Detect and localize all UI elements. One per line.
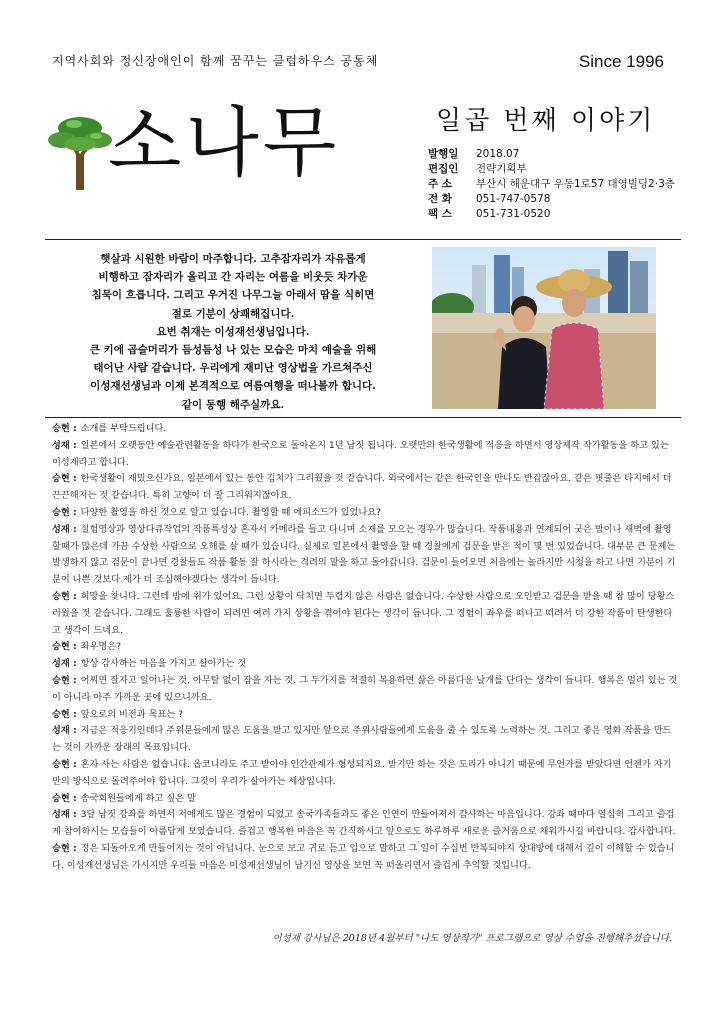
intro-line: 비행하고 잠자리가 올리고 간 자리는 여름을 비웃듯 차가운 (98, 271, 368, 284)
intro-line: 태어난 사람 같습니다. 우리에게 재미난 영상법을 가르쳐주신 (93, 362, 373, 375)
intro-line: 햇살과 시원한 바람이 마주합니다. 고추잠자리가 자유롭게 (100, 253, 366, 265)
intro-line: 같이 동행 해주실까요. (181, 398, 285, 411)
pub-value: 부산시 해운대구 우동1로57 대영빌딩2·3층 (476, 178, 675, 190)
pub-key: 전 화 (428, 193, 452, 205)
intro-line: 요번 취재는 이성재선생님입니다. (156, 325, 310, 338)
pub-key: 발행일 (428, 148, 459, 160)
interview-turn (52, 707, 680, 724)
speaker: 승현 : (52, 842, 77, 854)
speaker: 성재 : (52, 439, 77, 451)
interview-turn (52, 421, 680, 438)
intro-text (48, 250, 418, 414)
pub-value: 2018.07 (476, 148, 520, 160)
utterance: 지금은 적응기인데다 주위분들에게 많은 도움을 받고 있지만 앞으로 주위사람들에게 도움을 줄 수 있도록 노력하는 것. 그리고 좋은 영화 작품을 만드는 것이 가까운 장래의 목표입니다. (52, 725, 672, 754)
pub-row (428, 177, 675, 192)
pub-value: 전략기획부 (476, 163, 527, 175)
intro-line: 이성재선생님과 이제 본격적으로 여름여행을 떠나볼까 합니다. (90, 380, 376, 393)
utterance: 희망을 찾니다. 그런데 밤에 취가 있어요. 그런 상황이 닥치면 두렵지 않은 사람은 없습니다. 수상한 사람으로 오인받고 검문을 받을 때 참 많이 당황스러웠을 것 같습니다. 그래도 훌륭한 사람이 되려면 여러 가지 상황을 겪어야 된다는 생각이 듭니다. 그 경험이 좌우를 떠나고 떠려서 더 강한 작품이 탄생한다고 생각이 드네요. (52, 590, 675, 636)
pub-value: 051-747-0578 (476, 193, 551, 205)
footnote: 이성재 강사님은 2018년 4월부터 "나도 영상작가" 프로그램으로 영상 수업을 진행해주셨습니다. (272, 933, 672, 944)
speaker: 승현 : (52, 423, 77, 434)
speaker: 승현 : (52, 674, 77, 686)
newsletter-logo-title: 소나무 (108, 98, 341, 187)
interview-turn (52, 639, 680, 656)
speaker: 승현 : (52, 792, 77, 804)
speaker: 성재 : (52, 809, 77, 821)
interview-photo (432, 247, 656, 409)
utterance: 3달 남짓 강좌를 하면서 저에게도 많은 경험이 되었고 송국가족들과도 좋은 인연이 만들어져서 감사하는 마음입니다. 강좌 때마다 열심히 그리고 즐겁게 참여하시는 모습들이 아름답게 보였습니다. 즐겁고 행복한 마음은 꼭 간직하시고 앞으로도 하루하루 새로운 즐거움으로 채워가시길 바랍니다. 감사합니다. (52, 809, 676, 838)
speaker: 성재 : (52, 725, 77, 737)
interview-turn (52, 656, 680, 673)
pub-key: 주 소 (428, 178, 452, 190)
interview-turn (52, 589, 680, 639)
utterance: 좌우명은? (80, 641, 122, 653)
speaker: 승현 : (52, 590, 77, 602)
pub-row (428, 162, 675, 177)
interview-turn (52, 723, 680, 757)
intro-line: 큰 키에 곱슬머리가 듬성듬성 나 있는 모습은 마치 예술을 위해 (89, 344, 377, 357)
speaker: 승현 : (52, 708, 77, 720)
interview-turn (52, 438, 680, 472)
speaker: 성재 : (52, 658, 77, 670)
pub-key: 팩 스 (428, 208, 452, 220)
interview-turn (52, 471, 680, 505)
interview-turn (52, 841, 680, 875)
divider-top (45, 239, 681, 240)
utterance: 항상 감사하는 마음을 가지고 살아가는 것 (80, 658, 247, 670)
utterance: 일본에서 오랫동안 예술관련활동을 하다가 한국으로 돌아온지 1년 남짓 됩니다. 오랫만의 한국생활에 적응을 하면서 영상제작 작가활동을 하고 있는 이성재라고 합니다. (52, 439, 669, 468)
speaker: 승현 : (52, 506, 77, 518)
utterance: 한국생활이 재밌으신가요. 일본에서 있는 동안 김치가 그리웠을 것 같습니다. 외국에서는 같은 한국인을 만나도 반갑잖아요. 같은 핏줄은 타지에서 더 끈끈해지는 것 같습니다. 특히 고향이 더 잘 그리워지잖아요. (52, 473, 672, 502)
interview-turn (52, 505, 680, 522)
utterance: 혼자 사는 사람은 없습니다. 옵코니라도 주고 받아야 인간관계가 형성되지요. 받기만 하는 것은 도리가 아니기 때문에 무언가를 받았다면 언젠가 자기만의 방식으로 돌려주어야 합니다. 그것이 우리가 살아가는 세상입니다. (52, 758, 672, 787)
utterance: 송국회원들에게 하고 싶은 말 (80, 792, 196, 804)
speaker: 승현 : (52, 473, 77, 485)
intro-line: 침묵이 흐릅니다. 그리고 우거진 나무그늘 아래서 땀을 식히면 (91, 289, 375, 302)
utterance: 정은 되돌아오게 만들어지는 것이 아닙니다. 눈으로 보고 귀로 듣고 입으로 말하고 그 일이 수십번 반복되야지 상대방에 대해서 깊이 이해할 수 있습니다. 이성재선생님은 가시지만 우리들 마음은 이성재선생님이 남기신 영상을 보면 꼭 떠올리면서 즐겁게 추억할 것입니다. (52, 842, 675, 871)
utterance: 다양한 촬영을 하신 것으로 알고 있습니다. 촬영할 때 에피소드가 있었나요? (80, 506, 381, 518)
since-label: Since 1996 (578, 52, 664, 71)
pub-value: 051-731-0520 (476, 208, 551, 220)
speaker: 성재 : (52, 523, 77, 535)
utterance: 소개를 부탁드립니다. (80, 423, 167, 434)
issue-title: 일곱 번째 이야기 (436, 106, 656, 136)
interview-turn (52, 757, 680, 791)
speaker: 승현 : (52, 641, 77, 653)
interview-turn (52, 673, 680, 707)
pine-tree-logo (48, 110, 112, 190)
intro-line: 절로 기분이 상쾌해집니다. (171, 307, 295, 320)
pub-key: 편집인 (428, 163, 459, 175)
interview-turn (52, 791, 680, 808)
pub-row (428, 207, 675, 222)
interview-body (52, 421, 680, 875)
pub-row (428, 192, 675, 207)
utterance: 실험영상과 영상다큐작업의 작품특성상 혼자서 카메라를 들고 다니며 소재를 모으는 경우가 많습니다. 작품내용과 연계되어 굿은 밤이나 새벽에 촬영할때가 많은데 가끔 수상한 사람으로 오해를 살 때가 있습니다. 실제로 일본에서 촬영을 할 때 경찰에게 검문을 받은 적이 몇 번 있었습니다. 대부분 큰 문제는 발생하지 않고 검문이 끝나면 경찰들도 작품 활동 잘 하시라는 격려의 말을 하고 돌아갑니다. 검문이 들어오면 처음에는 놀라지만 시청을 하고 나면 기분이 기분이 나쁜 것보다 제가 더 조심해야겠다는 생각이 듭니다. (52, 523, 676, 586)
interview-turn (52, 807, 680, 841)
divider-bottom (45, 417, 681, 418)
tagline: 지역사회와 정신장애인이 함께 꿈꾸는 클럽하우스 공동체 (52, 54, 379, 68)
pub-row (428, 147, 675, 162)
utterance: 앞으로의 비전과 목표는 ? (80, 708, 184, 720)
publication-info (428, 147, 675, 222)
interview-turn (52, 522, 680, 589)
utterance: 어찌면 잘자고 일어나는 것, 아무탈 없이 잠을 자는 것. 그 두가지를 적절히 복용하면 삶은 아름다운 날개를 단다는 생각이 듭니다. 행복은 멀리 있는 것이 아니라 아주 가까운 곳에 있으니까요. (52, 674, 678, 703)
speaker: 승현 : (52, 758, 77, 770)
